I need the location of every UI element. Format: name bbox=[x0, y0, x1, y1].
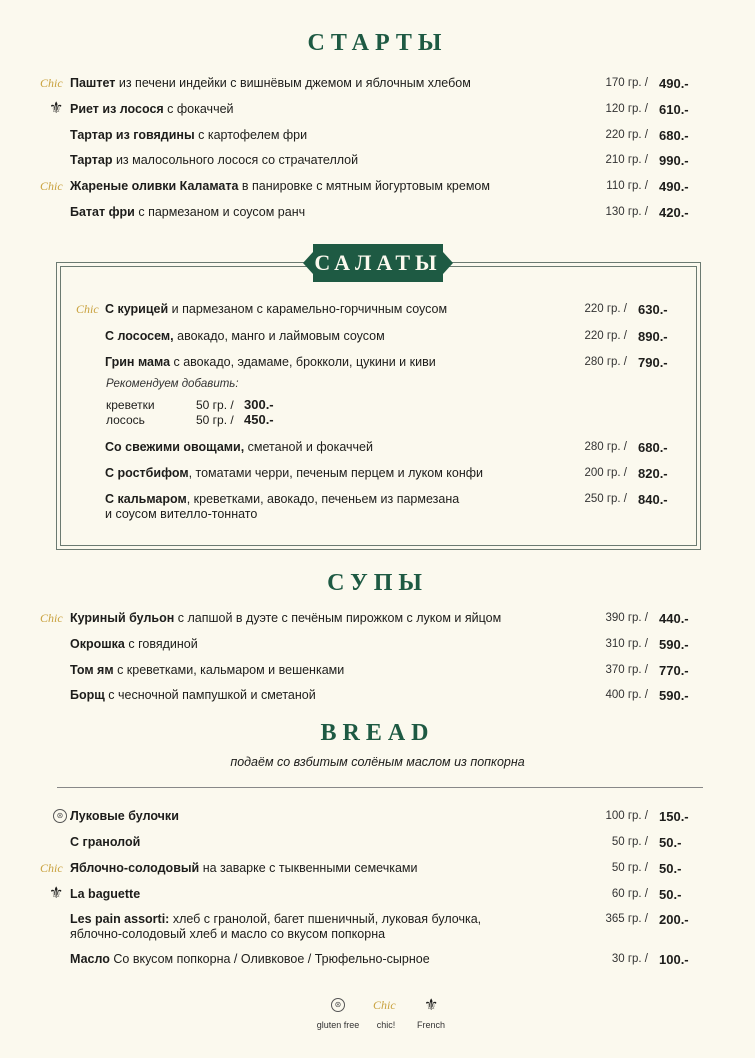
menu-item-description: с фокаччей bbox=[163, 102, 234, 116]
menu-item-name: Тартар из говядины bbox=[70, 128, 195, 142]
menu-item-name: Луковые булочки bbox=[70, 809, 179, 823]
menu-item-description: из малосольного лосося со страчателлой bbox=[112, 153, 359, 167]
menu-item bbox=[70, 179, 490, 194]
menu-item-price: 50.- bbox=[659, 861, 682, 876]
menu-item-description-line2: яблочно-солодовый хлеб и масло со вкусом попкорна bbox=[70, 927, 386, 941]
menu-item-price: 420.- bbox=[659, 205, 689, 220]
menu-item bbox=[105, 440, 373, 455]
legend-gluten-free: gluten free bbox=[316, 1020, 360, 1030]
menu-item-weight: 280 гр. / bbox=[584, 441, 627, 453]
menu-item-price: 890.- bbox=[638, 329, 668, 344]
menu-item-weight: 100 гр. / bbox=[605, 810, 648, 822]
menu-item bbox=[70, 809, 179, 824]
menu-item-description: с авокадо, эдамаме, брокколи, цукини и киви bbox=[170, 355, 436, 369]
menu-item bbox=[70, 835, 140, 850]
menu-item bbox=[70, 76, 471, 91]
section-title-salads: САЛАТЫ bbox=[313, 244, 443, 282]
menu-item-weight: 280 гр. / bbox=[584, 356, 627, 368]
menu-item-weight: 220 гр. / bbox=[584, 303, 627, 315]
menu-item-name: La baguette bbox=[70, 887, 141, 901]
banner-tip-right bbox=[443, 252, 453, 274]
menu-item-price: 490.- bbox=[659, 179, 689, 194]
menu-item bbox=[70, 128, 307, 143]
addon-price: 300.- bbox=[244, 397, 274, 412]
chic-icon: Chic bbox=[40, 179, 63, 193]
menu-item-weight: 365 гр. / bbox=[605, 913, 648, 925]
fleur-de-lis-icon: ⚜ bbox=[49, 885, 64, 902]
banner-tip-left bbox=[303, 252, 313, 274]
menu-item bbox=[70, 861, 417, 876]
menu-item-name: Окрошка bbox=[70, 637, 125, 651]
menu-item-name: С лососем, bbox=[105, 329, 174, 343]
addon-weight: 50 гр. / bbox=[196, 398, 234, 412]
menu-item-description: с картофелем фри bbox=[194, 128, 308, 142]
menu-item-weight: 30 гр. / bbox=[611, 953, 648, 965]
menu-item-price: 590.- bbox=[659, 637, 689, 652]
menu-item-name: Риет из лосося bbox=[70, 102, 164, 116]
menu-item-description: на заварке с тыквенными семечками bbox=[199, 861, 418, 875]
fleur-de-lis-icon: ⚜ bbox=[49, 100, 64, 117]
menu-item bbox=[70, 611, 501, 626]
menu-item bbox=[105, 355, 436, 370]
menu-item-weight: 200 гр. / bbox=[584, 467, 627, 479]
menu-item-weight: 220 гр. / bbox=[584, 330, 627, 342]
menu-item-name: Куриный бульон bbox=[70, 611, 175, 625]
menu-item bbox=[70, 912, 481, 942]
menu-item-price: 100.- bbox=[659, 952, 689, 967]
menu-item-price: 840.- bbox=[638, 492, 668, 507]
menu-item-description: с чесночной пампушкой и сметаной bbox=[104, 688, 316, 702]
menu-item-name: Яблочно-солодовый bbox=[70, 861, 200, 875]
addon-name: лосось bbox=[106, 413, 145, 427]
menu-item-weight: 130 гр. / bbox=[605, 206, 648, 218]
menu-item-price: 50.- bbox=[659, 887, 682, 902]
menu-item-price: 610.- bbox=[659, 102, 689, 117]
menu-item-description: сметаной и фокаччей bbox=[244, 440, 373, 454]
menu-item-price: 770.- bbox=[659, 663, 689, 678]
menu-item-weight: 120 гр. / bbox=[605, 103, 648, 115]
menu-item-name: Масло bbox=[70, 952, 110, 966]
menu-item bbox=[70, 952, 430, 967]
menu-item-description: авокадо, манго и лаймовым соусом bbox=[173, 329, 385, 343]
menu-item-description: , креветками, авокадо, печеньем из пармезана bbox=[186, 492, 460, 506]
menu-item-description: с креветками, кальмаром и вешенками bbox=[113, 663, 345, 677]
menu-item-name: Борщ bbox=[70, 688, 105, 702]
menu-item-weight: 220 гр. / bbox=[605, 129, 648, 141]
menu-item bbox=[105, 492, 459, 522]
addon-price: 450.- bbox=[244, 412, 274, 427]
chic-icon: Chic bbox=[40, 861, 63, 875]
menu-item-weight: 60 гр. / bbox=[611, 888, 648, 900]
menu-item-description: в панировке с мятным йогуртовым кремом bbox=[238, 179, 490, 193]
menu-item-price: 790.- bbox=[638, 355, 668, 370]
menu-item-weight: 250 гр. / bbox=[584, 493, 627, 505]
menu-item bbox=[105, 302, 447, 317]
recommend-label: Рекомендуем добавить: bbox=[106, 378, 239, 390]
menu-item bbox=[70, 102, 234, 117]
menu-item-price: 820.- bbox=[638, 466, 668, 481]
menu-item-name: Том ям bbox=[70, 663, 114, 677]
menu-item-price: 680.- bbox=[659, 128, 689, 143]
addon-weight: 50 гр. / bbox=[196, 413, 234, 427]
menu-item-description: Со вкусом попкорна / Оливковое / Трюфельно-сырное bbox=[109, 952, 430, 966]
chic-icon: Chic bbox=[76, 302, 99, 316]
menu-item-weight: 170 гр. / bbox=[605, 77, 648, 89]
menu-item-name: Les pain assorti: bbox=[70, 912, 170, 926]
menu-item-name: Жареные оливки Каламата bbox=[70, 179, 239, 193]
menu-item-name: С ростбифом bbox=[105, 466, 189, 480]
menu-item-price: 680.- bbox=[638, 440, 668, 455]
legend-chic: chic! bbox=[376, 1020, 396, 1030]
menu-item-description: хлеб с гранолой, багет пшеничный, луковая булочка, bbox=[169, 912, 482, 926]
menu-item-description: , томатами черри, печеным перцем и луком конфи bbox=[188, 466, 484, 480]
gluten-free-icon: ⊛ bbox=[53, 809, 67, 823]
menu-item bbox=[70, 887, 140, 902]
divider bbox=[57, 787, 703, 788]
menu-item-name: Со свежими овощами, bbox=[105, 440, 245, 454]
menu-item bbox=[70, 153, 358, 168]
menu-item-price: 630.- bbox=[638, 302, 668, 317]
menu-item-weight: 50 гр. / bbox=[611, 862, 648, 874]
menu-item-weight: 390 гр. / bbox=[605, 612, 648, 624]
menu-item-weight: 110 гр. / bbox=[606, 180, 648, 192]
bread-subtitle: подаём со взбитым солёным маслом из попкорна bbox=[230, 755, 525, 769]
menu-item-name: Батат фри bbox=[70, 205, 135, 219]
chic-icon: Chic bbox=[373, 998, 396, 1012]
menu-item bbox=[70, 663, 344, 678]
menu-item-description: из печени индейки с вишнёвым джемом и яблочным хлебом bbox=[115, 76, 471, 90]
menu-item-name: С гранолой bbox=[70, 835, 141, 849]
menu-item-name: Паштет bbox=[70, 76, 116, 90]
legend-french: French bbox=[416, 1020, 445, 1030]
menu-item-price: 50.- bbox=[659, 835, 682, 850]
menu-item-weight: 50 гр. / bbox=[611, 836, 648, 848]
menu-item-description: с пармезаном и соусом ранч bbox=[134, 205, 306, 219]
menu-item-description: с лапшой в дуэте с печёным пирожком с луком и яйцом bbox=[174, 611, 502, 625]
menu-item bbox=[70, 688, 316, 703]
menu-item-weight: 400 гр. / bbox=[605, 689, 648, 701]
section-title-starters: СТАРТЫ bbox=[307, 30, 448, 56]
menu-item bbox=[70, 205, 305, 220]
gluten-free-icon: ⊛ bbox=[331, 998, 345, 1012]
menu-item-name: Грин мама bbox=[105, 355, 171, 369]
menu-item-price: 440.- bbox=[659, 611, 689, 626]
menu-item-weight: 370 гр. / bbox=[605, 664, 648, 676]
menu-item-price: 150.- bbox=[659, 809, 689, 824]
menu-item-description-line2: и соусом вителло-тоннато bbox=[105, 507, 258, 521]
menu-item-name: Тартар bbox=[70, 153, 113, 167]
menu-item-price: 200.- bbox=[659, 912, 689, 927]
section-title-bread: BREAD bbox=[320, 720, 435, 746]
menu-item-description: и пармезаном с карамельно-горчичным соусом bbox=[168, 302, 448, 316]
chic-icon: Chic bbox=[40, 611, 63, 625]
menu-item-price: 990.- bbox=[659, 153, 689, 168]
menu-item-price: 490.- bbox=[659, 76, 689, 91]
menu-item-name: С курицей bbox=[105, 302, 169, 316]
menu-item-weight: 210 гр. / bbox=[605, 154, 648, 166]
menu-item-weight: 310 гр. / bbox=[605, 638, 648, 650]
menu-item bbox=[105, 466, 483, 481]
menu-item bbox=[70, 637, 198, 652]
fleur-de-lis-icon: ⚜ bbox=[424, 997, 439, 1014]
menu-item-description: с говядиной bbox=[124, 637, 198, 651]
section-title-soups: СУПЫ bbox=[327, 570, 428, 596]
menu-item-name: С кальмаром bbox=[105, 492, 187, 506]
menu-item-price: 590.- bbox=[659, 688, 689, 703]
menu-item bbox=[105, 329, 385, 344]
addon-name: креветки bbox=[106, 398, 155, 412]
chic-icon: Chic bbox=[40, 76, 63, 90]
